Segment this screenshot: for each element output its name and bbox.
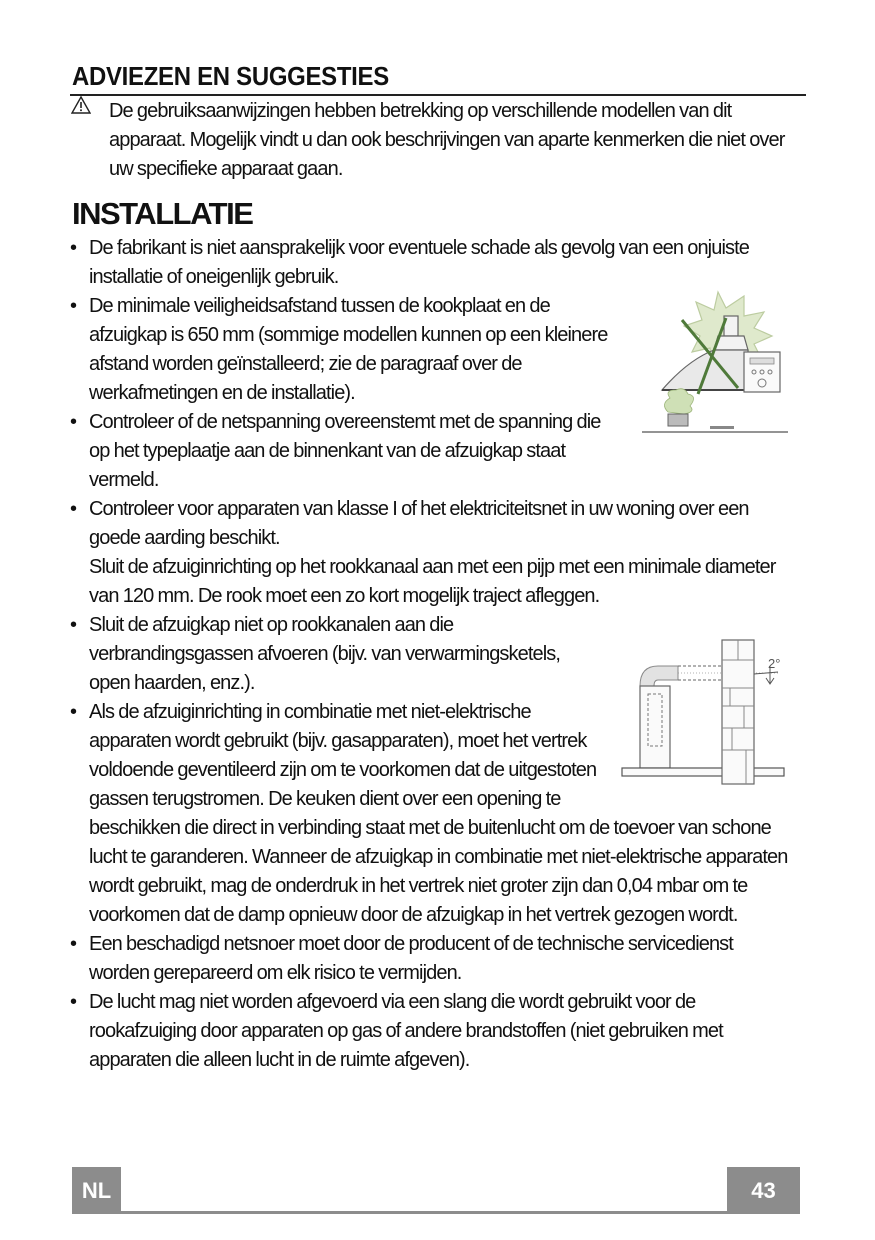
list-item-line: rookafzuiging door apparaten op gas of andere brandstoffen (niet gebruiken met [89,1020,723,1042]
hood-flame-warning-illustration [640,290,790,440]
control-panel-shape [744,352,780,392]
list-item-line: afstand worden geïnstalleerd; zie de paragraaf over de [89,353,522,375]
intro-paragraph [109,97,785,184]
list-item-line: wordt gebruikt, mag de onderdruk in het vertrek niet groter zijn dan 0,04 mbar om te [89,875,748,897]
list-item-line: open haarden, enz.). [89,672,255,694]
chimney-wall-shape [722,640,754,784]
list-item [68,495,808,611]
warning-icon [71,96,91,114]
list-item-line: • Controleer of de netspanning overeenstemt met de spanning die [89,411,601,433]
list-item-line: • Sluit de afzuigkap niet op rookkanalen aan die [89,614,454,636]
section-title-advice: ADVIEZEN EN SUGGESTIES [72,61,389,91]
title-rule [70,94,806,96]
slope-angle-label: 2° [768,656,781,671]
section-title-installation: INSTALLATIE [72,196,253,231]
list-item-line: van 120 mm. De rook moet een zo kort mogelijk traject afleggen. [89,585,600,607]
intro-line: De gebruiksaanwijzingen hebben betrekking op verschillende modellen van dit [109,100,732,122]
list-item-line: Sluit de afzuiginrichting op het rookkanaal aan met een pijp met een minimale diameter [89,556,776,578]
list-item-line: voldoende geventileerd zijn om te voorkomen dat de uitgestoten [89,759,597,781]
list-item-line: apparaten die alleen lucht in de ruimte afgeven). [89,1049,470,1071]
list-item-line: • De lucht mag niet worden afgevoerd via een slang die wordt gebruikt voor de [89,991,696,1013]
list-item [68,988,808,1075]
hood-duct-shape [622,666,784,776]
list-item-line: worden gerepareerd om elk risico te vermijden. [89,962,462,984]
list-item-line: • Als de afzuiginrichting in combinatie met niet-elektrische [89,701,531,723]
page-number: 43 [727,1167,800,1214]
list-item-line: afzuigkap is 650 mm (sommige modellen kunnen op een kleinere [89,324,608,346]
intro-line: apparaat. Mogelijk vindt u dan ook beschrijvingen van aparte kenmerken die niet over [109,129,785,151]
list-item-line: beschikken die direct in verbinding staat met de buitenlucht om de toevoer van schone [89,817,771,839]
list-item-line: werkafmetingen en de installatie). [89,382,355,404]
list-item [68,930,808,988]
language-tab: NL [72,1167,121,1214]
list-item-line: op het typeplaatje aan de binnenkant van de afzuigkap staat [89,440,566,462]
list-item-line: gassen terugstromen. De keuken dient over een opening te [89,788,561,810]
pot-steam-shape [642,389,788,432]
list-item-line: vermeld. [89,469,159,491]
list-item-line: voorkomen dat de damp opnieuw door de afzuigkap in het vertrek gezogen wordt. [89,904,738,926]
list-item-line: • De fabrikant is niet aansprakelijk voor eventuele schade als gevolg van een onjuiste [89,237,749,259]
list-item-line: lucht te garanderen. Wanneer de afzuigkap in combinatie met niet-elektrische apparaten [89,846,788,868]
duct-chimney-illustration [618,636,793,786]
list-item-line: goede aarding beschikt. [89,527,280,549]
footer-bar [121,1211,727,1214]
list-item-line: verbrandingsgassen afvoeren (bijv. van verwarmingsketels, [89,643,561,665]
list-item-line: • De minimale veiligheidsafstand tussen de kookplaat en de [89,295,550,317]
list-item-line: • Controleer voor apparaten van klasse I of het elektriciteitsnet in uw woning over een [89,498,749,520]
list-item-line: apparaten wordt gebruikt (bijv. gasapparaten), moet het vertrek [89,730,587,752]
intro-line: uw specifieke apparaat gaan. [109,158,343,180]
list-item-line: • Een beschadigd netsnoer moet door de producent of de technische servicedienst [89,933,733,955]
list-item-line: installatie of oneigenlijk gebruik. [89,266,339,288]
list-item [68,234,808,292]
